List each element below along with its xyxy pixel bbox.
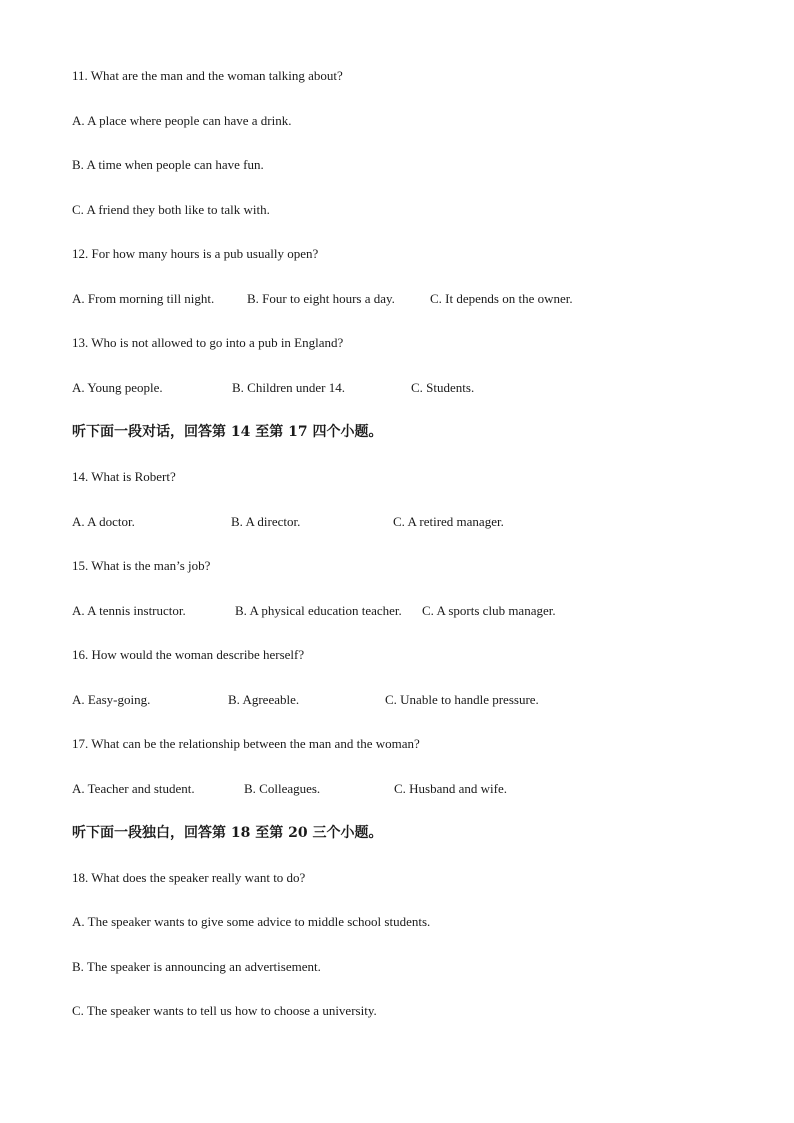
q16-option-a: A. Easy-going.: [72, 692, 151, 707]
section-heading-monologue: 听下面一段独白，回答第 18 至第 20 三个小题。: [72, 825, 383, 841]
q11-option-c: C. A friend they both like to talk with.: [72, 202, 270, 217]
q15-option-c: C. A sports club manager.: [422, 603, 556, 618]
q13-option-c: C. Students.: [411, 380, 475, 395]
question-16: 16. How would the woman describe herself?: [72, 647, 305, 662]
q18-option-c: C. The speaker wants to tell us how to choose a university.: [72, 1003, 377, 1018]
q13-option-b: B. Children under 14.: [232, 380, 346, 395]
question-12: 12. For how many hours is a pub usually open?: [72, 246, 319, 261]
question-14: 14. What is Robert?: [72, 469, 176, 484]
q16-option-c: C. Unable to handle pressure.: [385, 692, 539, 707]
question-11: 11. What are the man and the woman talking about?: [72, 68, 343, 83]
q15-option-a: A. A tennis instructor.: [72, 603, 186, 618]
q18-option-b: B. The speaker is announcing an advertisement.: [72, 959, 321, 974]
q17-option-b: B. Colleagues.: [244, 781, 321, 796]
q14-option-c: C. A retired manager.: [393, 514, 504, 529]
q12-option-b: B. Four to eight hours a day.: [247, 291, 395, 306]
q12-option-a: A. From morning till night.: [72, 291, 215, 306]
question-15: 15. What is the man’s job?: [72, 558, 211, 573]
question-18: 18. What does the speaker really want to do?: [72, 870, 306, 885]
q16-option-b: B. Agreeable.: [228, 692, 300, 707]
question-13: 13. Who is not allowed to go into a pub in England?: [72, 335, 344, 350]
q15-option-b: B. A physical education teacher.: [235, 603, 402, 618]
q14-option-b: B. A director.: [231, 514, 301, 529]
section-heading-dialogue: 听下面一段对话，回答第 14 至第 17 四个小题。: [72, 424, 383, 440]
q18-option-a: A. The speaker wants to give some advice to middle school students.: [72, 914, 431, 929]
question-17: 17. What can be the relationship between the man and the woman?: [72, 736, 420, 751]
q12-option-c: C. It depends on the owner.: [430, 291, 573, 306]
q11-option-a: A. A place where people can have a drink.: [72, 113, 292, 128]
q11-option-b: B. A time when people can have fun.: [72, 157, 264, 172]
q17-option-c: C. Husband and wife.: [394, 781, 508, 796]
q14-option-a: A. A doctor.: [72, 514, 135, 529]
q13-option-a: A. Young people.: [72, 380, 163, 395]
q17-option-a: A. Teacher and student.: [72, 781, 195, 796]
